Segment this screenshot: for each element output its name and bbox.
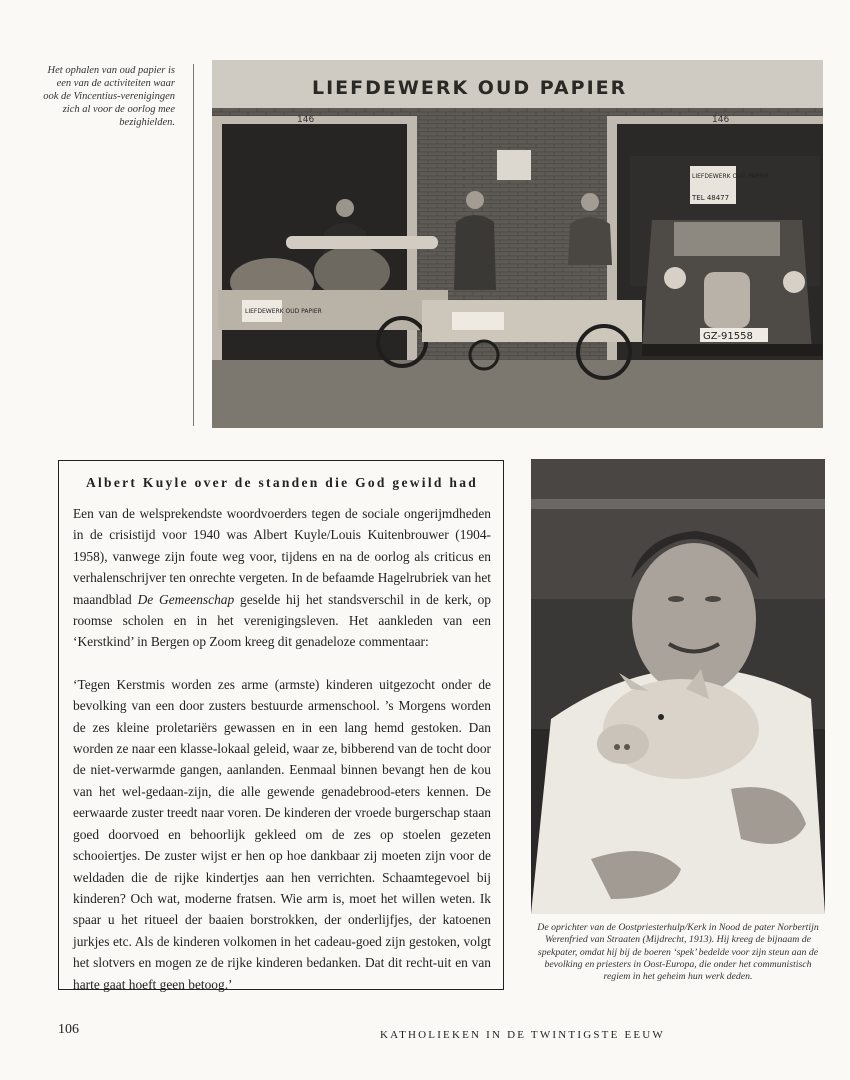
poster xyxy=(497,150,531,180)
right-photo-caption: De oprichter van de Oostpriesterhulp/Kerk in Nood de pater Norbertijn Werenfried van Straaten (Mijdrecht, 1913). Hij kreeg de bijnaam de spekpater, omdat hij bij de boeren ‘spek’ bedelde voor zijn steun aan de bevolking en priesters in Oost-Europa, die onder het communistisch regiem in het geheim hun werk deden. xyxy=(537,922,819,983)
truck-sign: LIEFDEWERK OUD PAPIER xyxy=(692,173,769,180)
door-number-left: 146 xyxy=(297,115,315,125)
caption-divider xyxy=(193,64,194,426)
sidebar-title: Albert Kuyle over de standen die God gewild had xyxy=(85,475,479,490)
truck-phone: TEL 48477 xyxy=(692,194,730,202)
license-plate: GZ-91558 xyxy=(703,331,753,342)
top-photo-caption: Het ophalen van oud papier is een van de activiteiten waar ook de Vincentius-verenigingen zich al voor de oorlog mee bezighielden. xyxy=(43,65,175,128)
man-right xyxy=(568,217,612,265)
page-number: 106 xyxy=(58,1022,79,1037)
intro-paragraph: Een van de welsprekendste woordvoerders tegen de sociale ongerijmdheden in de crisistijd voor 1940 was Albert Kuyle/Louis Kuitenbrouwer (1904-1958), vanwege zijn foute weg voor, tijdens en na de oorlog als criticus en verhalenschrijver ten onrechte vergeten. In de befaamde Hagelrubriek van het maandblad De Gemeenschap geselde hij het standsverschil in de kerk, op roomse scholen en in het verenigingsleven. Het aankleden van een ‘Kerstkind’ in Bergen op Zoom kreeg dit genadeloze commentaar: xyxy=(73,506,491,650)
priest-with-piglet-photo xyxy=(531,459,825,914)
waste-paper-collection-photo xyxy=(212,60,823,428)
truck-grille xyxy=(704,272,750,328)
cart-sign: LIEFDEWERK OUD PAPIER xyxy=(245,308,322,315)
sidebar-box xyxy=(58,460,504,990)
quote-paragraph: ‘Tegen Kerstmis worden zes arme (armste) kinderen uitgezocht onder de bevolking van een door zusters bestuurde armenschool. ’s Morgens worden de zes kleine proletariërs gewassen en in een lang hemd gestoken. Dan worden ze naar een klasse-lokaal geleid, waar ze, bibberend van de tocht door de niet-verwarmde gangen, aanlanden. Eenmaal binnen bevangt hen de kou van het wel-gedaan-zijn, die alle gewende genadebrood-eters kennen. De eerwaarde zuster treedt naar voren. De kinderen der vroede burgerschap staan goed doorvoed en behoorlijk gekleed om de zes op stoelen gezeten schooiertjes. De zuster wijst er hen op hoe dankbaar zij moeten zijn voor de weldaden die de rijke kindertjes aan hen verrichten. Schaamtegevoel bij kinderen? Och wat, moderne fratsen. Wie arm is, moet het willen weten. Ik spaar u het ritueel der baaien borstrokken, der onderlijfjes, der katoenen jurkjes etc. Als de kinderen volkomen in het cadeau-goed zijn gestoken, volgt het slotvers en mogen ze de rijke kinderen bedanken. Dat dit recht-uit en van harte gaat hoeft geen betoog.’ xyxy=(73,676,491,992)
door-number-right: 146 xyxy=(712,115,730,125)
priest-face xyxy=(632,543,756,695)
building-sign: LIEFDEWERK OUD PAPIER xyxy=(312,77,628,99)
running-title: KATHOLIEKEN IN DE TWINTIGSTE EEUW xyxy=(380,1029,666,1041)
magazine-title: De Gemeenschap xyxy=(137,591,235,607)
paper-roll xyxy=(286,236,438,249)
man-middle xyxy=(454,215,496,290)
